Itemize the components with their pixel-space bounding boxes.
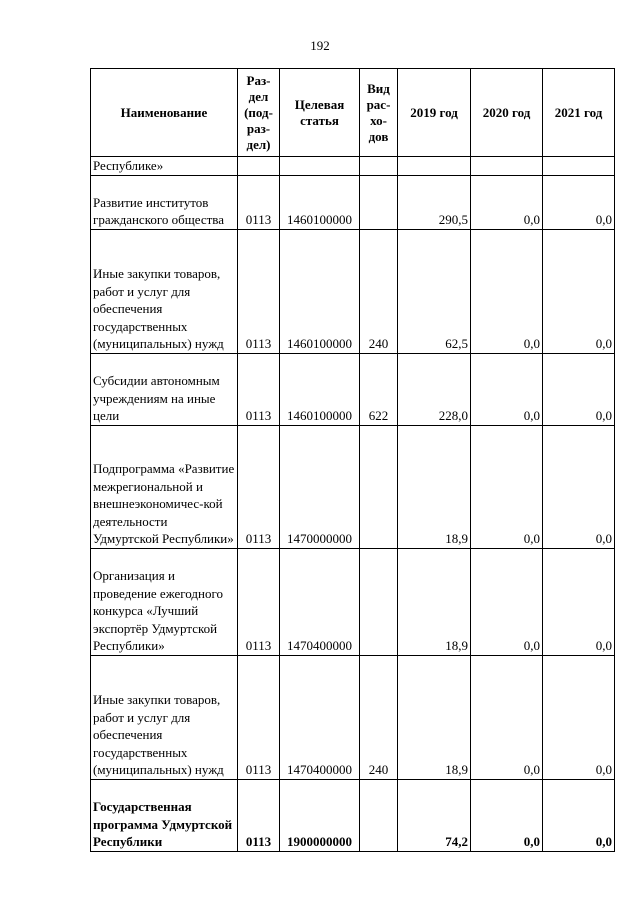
table-row xyxy=(91,157,615,176)
row-target: 1460100000 xyxy=(280,175,360,229)
row-section: 0113 xyxy=(238,655,280,779)
row-2021: 0,0 xyxy=(543,175,615,229)
header-2019: 2019 год xyxy=(398,69,471,157)
row-section: 0113 xyxy=(238,175,280,229)
row-2020: 0,0 xyxy=(471,779,543,851)
budget-table xyxy=(90,68,615,852)
row-target: 1900000000 xyxy=(280,779,360,851)
row-2020: 0,0 xyxy=(471,425,543,548)
row-name: Субсидии автономным учреждениям на иные цели xyxy=(91,353,238,425)
row-section: 0113 xyxy=(238,548,280,655)
row-2021: 0,0 xyxy=(543,655,615,779)
row-expense-type xyxy=(360,548,398,655)
row-target: 1470000000 xyxy=(280,425,360,548)
row-section: 0113 xyxy=(238,229,280,353)
row-2019: 228,0 xyxy=(398,353,471,425)
row-2021 xyxy=(543,157,615,176)
table-row xyxy=(91,779,615,851)
table-row xyxy=(91,229,615,353)
header-2020: 2020 год xyxy=(471,69,543,157)
row-name: Республике» xyxy=(91,157,238,176)
row-expense-type xyxy=(360,157,398,176)
table-header-row xyxy=(91,69,615,157)
row-section xyxy=(238,157,280,176)
row-expense-type: 622 xyxy=(360,353,398,425)
table-row xyxy=(91,353,615,425)
row-name: Подпрограмма «Развитие межрегиональной и внешнеэкономичес-кой деятельности Удмуртской Республики» xyxy=(91,425,238,548)
row-2019: 62,5 xyxy=(398,229,471,353)
header-expense-type: Вид рас- хо- дов xyxy=(360,69,398,157)
row-target: 1470400000 xyxy=(280,655,360,779)
row-target xyxy=(280,157,360,176)
row-section: 0113 xyxy=(238,779,280,851)
row-name: Государственная программа Удмуртской Республики xyxy=(91,779,238,851)
row-2021: 0,0 xyxy=(543,425,615,548)
row-name: Иные закупки товаров, работ и услуг для обеспечения государственных (муниципальных) нужд xyxy=(91,655,238,779)
row-name: Иные закупки товаров, работ и услуг для обеспечения государственных (муниципальных) нужд xyxy=(91,229,238,353)
row-2020 xyxy=(471,157,543,176)
row-expense-type xyxy=(360,779,398,851)
row-target: 1460100000 xyxy=(280,229,360,353)
table-row xyxy=(91,425,615,548)
table-row xyxy=(91,655,615,779)
row-2019: 18,9 xyxy=(398,548,471,655)
row-2020: 0,0 xyxy=(471,655,543,779)
row-2021: 0,0 xyxy=(543,548,615,655)
row-expense-type: 240 xyxy=(360,655,398,779)
row-2021: 0,0 xyxy=(543,779,615,851)
header-name: Наименование xyxy=(91,69,238,157)
page-number: 192 xyxy=(310,38,330,53)
header-2021: 2021 год xyxy=(543,69,615,157)
row-name: Организация и проведение ежегодного конкурса «Лучший экспортёр Удмуртской Республики» xyxy=(91,548,238,655)
table-row xyxy=(91,175,615,229)
row-section: 0113 xyxy=(238,425,280,548)
row-2020: 0,0 xyxy=(471,175,543,229)
header-target: Целевая статья xyxy=(280,69,360,157)
row-2019: 74,2 xyxy=(398,779,471,851)
row-section: 0113 xyxy=(238,353,280,425)
row-2019: 290,5 xyxy=(398,175,471,229)
row-expense-type: 240 xyxy=(360,229,398,353)
row-2019: 18,9 xyxy=(398,425,471,548)
row-2021: 0,0 xyxy=(543,353,615,425)
row-2021: 0,0 xyxy=(543,229,615,353)
row-expense-type xyxy=(360,175,398,229)
header-section: Раз- дел (под- раз- дел) xyxy=(238,69,280,157)
row-target: 1470400000 xyxy=(280,548,360,655)
row-expense-type xyxy=(360,425,398,548)
row-2019: 18,9 xyxy=(398,655,471,779)
row-name: Развитие институтов гражданского общества xyxy=(91,175,238,229)
row-2020: 0,0 xyxy=(471,353,543,425)
row-target: 1460100000 xyxy=(280,353,360,425)
row-2019 xyxy=(398,157,471,176)
row-2020: 0,0 xyxy=(471,548,543,655)
row-2020: 0,0 xyxy=(471,229,543,353)
table-row xyxy=(91,548,615,655)
